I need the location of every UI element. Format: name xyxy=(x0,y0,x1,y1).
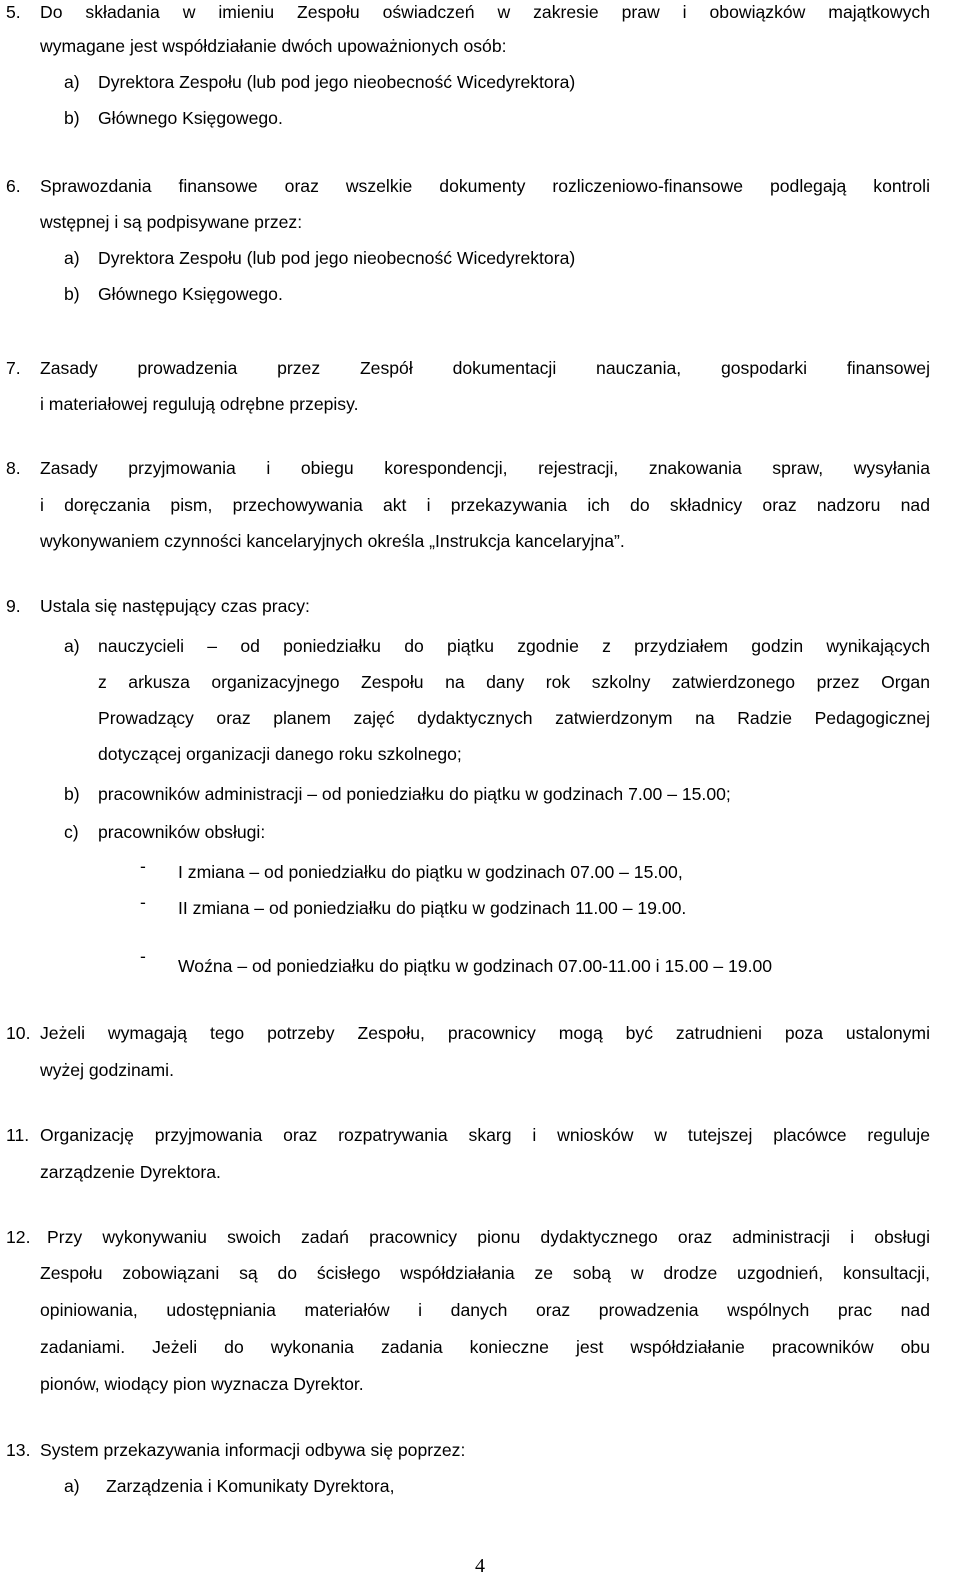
paragraph-line: wymagane jest współdziałanie dwóch upoważnionych osób: xyxy=(40,36,507,56)
sub-item-label: a) xyxy=(64,248,80,268)
sub-item-label: b) xyxy=(64,784,80,804)
paragraph-number: 5. xyxy=(6,2,21,22)
sub-item-text: Zarządzenia i Komunikaty Dyrektora, xyxy=(106,1476,395,1496)
paragraph-number: 6. xyxy=(6,176,21,196)
paragraph-line: wykonywaniem czynności kancelaryjnych określa „Instrukcja kancelaryjna”. xyxy=(40,531,625,551)
paragraph-line: i materiałowej regulują odrębne przepisy. xyxy=(40,394,359,414)
paragraph-number: 7. xyxy=(6,358,21,378)
paragraph-number: 12. xyxy=(6,1227,31,1247)
dash-item-text: I zmiana – od poniedziałku do piątku w godzinach 07.00 – 15.00, xyxy=(178,862,683,882)
sub-item-label: a) xyxy=(64,636,80,656)
sub-item-text: Dyrektora Zespołu (lub pod jego nieobecność Wicedyrektora) xyxy=(98,72,576,92)
paragraph-line: Sprawozdania finansowe oraz wszelkie dokumenty rozliczeniowo-finansowe podlegają kontroli xyxy=(40,176,930,196)
sub-item-line: Prowadzący oraz planem zajęć dydaktycznych zatwierdzonym na Radzie Pedagogicznej xyxy=(98,708,930,728)
sub-item-text: Głównego Księgowego. xyxy=(98,108,283,128)
sub-item-label: a) xyxy=(64,1476,80,1496)
paragraph-line: wyżej godzinami. xyxy=(40,1060,174,1080)
sub-item-label: b) xyxy=(64,108,80,128)
page-number: 4 xyxy=(475,1555,485,1577)
sub-item-line: pracowników administracji – od poniedziałku do piątku w godzinach 7.00 – 15.00; xyxy=(98,784,731,804)
paragraph-number: 10. xyxy=(6,1023,31,1043)
dash-bullet: - xyxy=(140,946,146,966)
paragraph-line: Do składania w imieniu Zespołu oświadczeń w zakresie praw i obowiązków majątkowych xyxy=(40,2,930,22)
paragraph-number: 9. xyxy=(6,596,21,616)
paragraph-line: Jeżeli wymagają tego potrzeby Zespołu, pracownicy mogą być zatrudnieni poza ustalonymi xyxy=(40,1023,930,1043)
paragraph-line: opiniowania, udostępniania materiałów i danych oraz prowadzenia wspólnych prac nad xyxy=(40,1300,930,1320)
paragraph-line: Ustala się następujący czas pracy: xyxy=(40,596,310,616)
paragraph-number: 13. xyxy=(6,1440,31,1460)
paragraph-number: 8. xyxy=(6,458,21,478)
paragraph-line: Organizację przyjmowania oraz rozpatrywania skarg i wniosków w tutejszej placówce reguluje xyxy=(40,1125,930,1145)
dash-item-text: Woźna – od poniedziałku do piątku w godzinach 07.00-11.00 i 15.00 – 19.00 xyxy=(178,956,773,976)
sub-item-line: pracowników obsługi: xyxy=(98,822,266,842)
paragraph-number: 11. xyxy=(6,1125,30,1145)
paragraph-line: wstępnej i są podpisywane przez: xyxy=(40,212,303,232)
dash-item-text: II zmiana – od poniedziałku do piątku w godzinach 11.00 – 19.00. xyxy=(178,898,687,918)
sub-item-text: Dyrektora Zespołu (lub pod jego nieobecność Wicedyrektora) xyxy=(98,248,576,268)
sub-item-line: nauczycieli – od poniedziałku do piątku zgodnie z przydziałem godzin wynikających xyxy=(98,636,930,656)
sub-item-text: Głównego Księgowego. xyxy=(98,284,283,304)
paragraph-line: Zasady prowadzenia przez Zespół dokumentacji nauczania, gospodarki finansowej xyxy=(40,358,930,378)
paragraph-line: i doręczania pism, przechowywania akt i przekazywania ich do składnicy oraz nadzoru nad xyxy=(40,495,930,515)
sub-item-line: dotyczącej organizacji danego roku szkolnego; xyxy=(98,744,462,764)
sub-item-label: c) xyxy=(64,822,79,842)
paragraph-line: zadaniami. Jeżeli do wykonania zadania konieczne jest współdziałanie pracowników obu xyxy=(40,1337,930,1357)
sub-item-label: a) xyxy=(64,72,80,92)
sub-item-line: z arkusza organizacyjnego Zespołu na dany rok szkolny zatwierdzonego przez Organ xyxy=(98,672,930,692)
paragraph-line: System przekazywania informacji odbywa się poprzez: xyxy=(40,1440,466,1460)
dash-bullet: - xyxy=(140,856,146,876)
paragraph-line: pionów, wiodący pion wyznacza Dyrektor. xyxy=(40,1374,364,1394)
sub-item-label: b) xyxy=(64,284,80,304)
paragraph-line: Przy wykonywaniu swoich zadań pracownicy pionu dydaktycznego oraz administracji i obsługi xyxy=(47,1227,930,1247)
paragraph-line: zarządzenie Dyrektora. xyxy=(40,1162,221,1182)
dash-bullet: - xyxy=(140,892,146,912)
paragraph-line: Zasady przyjmowania i obiegu korespondencji, rejestracji, znakowania spraw, wysyłania xyxy=(40,458,930,478)
paragraph-line: Zespołu zobowiązani są do ścisłego współdziałania ze sobą w drodze uzgodnień, konsultacji, xyxy=(40,1263,930,1283)
